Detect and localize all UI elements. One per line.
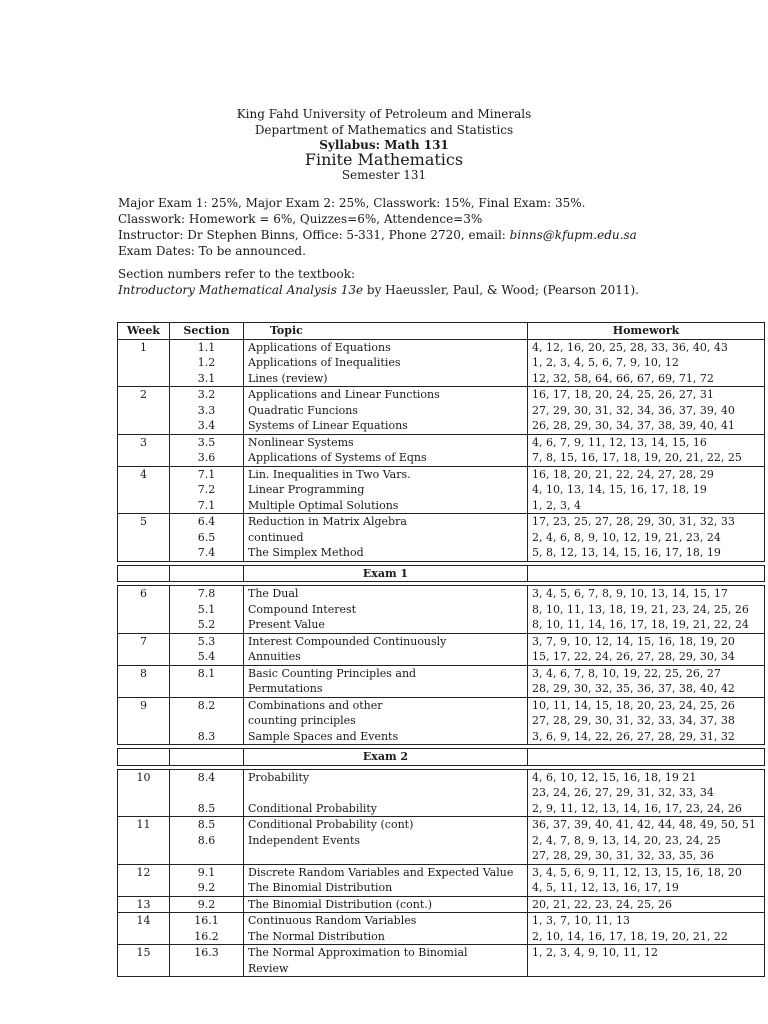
table-row	[118, 586, 765, 634]
course-title: Finite Mathematics	[304, 150, 464, 169]
homework-cell	[528, 817, 765, 865]
homework-line: 27, 28, 29, 30, 31, 32, 33, 34, 37, 38	[532, 714, 735, 727]
topic-line: Lines (review)	[248, 371, 328, 385]
section-number: 3.1	[197, 371, 216, 385]
textbook-intro: Section numbers refer to the textbook:	[118, 267, 356, 281]
section-number: 7.1	[197, 467, 216, 481]
topic-line: Multiple Optimal Solutions	[248, 498, 399, 512]
homework-line: 36, 37, 39, 40, 41, 42, 44, 48, 49, 50, 51	[532, 818, 756, 831]
homework-cell	[528, 466, 765, 514]
homework-cell	[528, 769, 765, 817]
week-cell: 5	[118, 514, 170, 562]
exam-dates-line: Exam Dates: To be announced.	[118, 244, 306, 258]
homework-cell	[528, 434, 765, 466]
section-number: 16.2	[194, 929, 219, 943]
topic-cell	[244, 665, 528, 697]
homework-line: 27, 29, 30, 31, 32, 34, 36, 37, 39, 40	[532, 403, 735, 417]
topic-line: Linear Programming	[248, 483, 365, 496]
topic-line: Applications of Inequalities	[248, 356, 401, 369]
section-number	[174, 681, 239, 697]
topic-line: The Binomial Distribution (cont.)	[248, 897, 433, 911]
homework-line: 8, 10, 11, 13, 18, 19, 21, 23, 24, 25, 26	[532, 602, 749, 616]
topic-cell	[244, 339, 528, 387]
week-cell: 13	[118, 896, 170, 913]
topic-line: Quadratic Funcions	[248, 403, 358, 417]
topic-line: Annuities	[248, 650, 301, 663]
homework-line: 20, 21, 22, 23, 24, 25, 26	[532, 897, 672, 911]
homework-line: 4, 6, 7, 9, 11, 12, 13, 14, 15, 16	[532, 435, 707, 449]
topic-cell	[244, 896, 528, 913]
topic-line: Combinations and other	[248, 698, 383, 712]
course-info	[118, 195, 758, 259]
section-cell	[170, 466, 244, 514]
section-number: 5.4	[197, 650, 216, 663]
week-cell: 11	[118, 817, 170, 865]
section-cell	[170, 586, 244, 634]
homework-line: 23, 24, 26, 27, 29, 31, 32, 33, 34	[532, 786, 714, 799]
homework-line: 3, 4, 6, 7, 8, 10, 19, 22, 25, 26, 27	[532, 666, 721, 680]
section-number: 16.3	[194, 946, 219, 959]
table-row	[118, 339, 765, 387]
exam-section-cell	[170, 565, 244, 582]
homework-line: 28, 29, 30, 32, 35, 36, 37, 38, 40, 42	[532, 682, 735, 695]
topic-cell	[244, 586, 528, 634]
homework-line: 2, 9, 11, 12, 13, 14, 16, 17, 23, 24, 26	[532, 801, 742, 815]
homework-line: 2, 4, 6, 8, 9, 10, 12, 19, 21, 23, 24	[532, 530, 721, 544]
table-row	[118, 466, 765, 514]
topic-line: Compound Interest	[248, 602, 357, 616]
week-cell: 4	[118, 466, 170, 514]
topic-line: Nonlinear Systems	[248, 435, 354, 449]
topic-cell	[244, 697, 528, 745]
week-cell: 14	[118, 913, 170, 945]
table-row	[118, 817, 765, 865]
section-number: 6.5	[197, 530, 216, 544]
homework-line: 2, 4, 7, 8, 9, 13, 14, 20, 23, 24, 25	[532, 833, 721, 847]
homework-line: 8, 10, 11, 14, 16, 17, 18, 19, 21, 22, 24	[532, 618, 749, 631]
section-cell	[170, 817, 244, 865]
homework-line: 4, 6, 10, 12, 15, 16, 18, 19 21	[532, 770, 697, 784]
section-number: 8.5	[197, 818, 216, 831]
section-number: 3.6	[197, 451, 216, 464]
homework-cell	[528, 864, 765, 896]
topic-line: Discrete Random Variables and Expected Value	[248, 865, 514, 879]
topic-line: Lin. Inequalities in Two Vars.	[248, 467, 411, 481]
instructor-text: Instructor: Dr Stephen Binns, Office: 5-331, Phone 2720, email:	[118, 228, 510, 242]
topic-line: Interest Compounded Continuously	[248, 634, 447, 648]
table-row	[118, 913, 765, 945]
table-row	[118, 769, 765, 817]
exam-week-cell	[118, 565, 170, 582]
homework-line: 5, 8, 12, 13, 14, 15, 16, 17, 18, 19	[532, 546, 721, 559]
section-number: 7.4	[197, 546, 216, 559]
exam-row	[118, 565, 765, 582]
topic-line: Continuous Random Variables	[248, 914, 417, 927]
topic-line: Reduction in Matrix Algebra	[248, 515, 407, 528]
topic-line: Systems of Linear Equations	[248, 419, 408, 432]
exam-label: Exam 2	[244, 749, 528, 766]
topic-line: Independent Events	[248, 833, 361, 847]
section-number: 7.1	[197, 498, 216, 512]
section-number: 8.5	[197, 801, 216, 815]
section-cell	[170, 769, 244, 817]
section-number: 8.2	[197, 698, 216, 712]
table-row	[118, 387, 765, 435]
homework-cell	[528, 697, 765, 745]
homework-line: 16, 17, 18, 20, 24, 25, 26, 27, 31	[532, 388, 714, 401]
topic-line: The Normal Approximation to Binomial	[248, 946, 468, 959]
section-cell	[170, 387, 244, 435]
table-row	[118, 697, 765, 745]
section-cell	[170, 697, 244, 745]
header-week: Week	[118, 323, 170, 340]
section-cell	[170, 514, 244, 562]
topic-line	[248, 785, 523, 801]
textbook-authors: by Haeussler, Paul, & Wood; (Pearson 2011).	[363, 283, 639, 297]
week-cell: 7	[118, 633, 170, 665]
table-row	[118, 633, 765, 665]
homework-cell	[528, 514, 765, 562]
homework-line: 15, 17, 22, 24, 26, 27, 28, 29, 30, 34	[532, 650, 735, 663]
exam-label: Exam 1	[244, 565, 528, 582]
exam-week-cell	[118, 749, 170, 766]
topic-cell	[244, 466, 528, 514]
topic-line: The Dual	[248, 587, 299, 600]
topic-line: The Binomial Distribution	[248, 881, 393, 894]
topic-line	[248, 848, 523, 864]
topic-cell	[244, 769, 528, 817]
section-number	[174, 785, 239, 801]
homework-cell	[528, 913, 765, 945]
table-row	[118, 864, 765, 896]
homework-line: 3, 6, 9, 14, 22, 26, 27, 28, 29, 31, 32	[532, 729, 735, 743]
week-cell: 10	[118, 769, 170, 817]
homework-line: 7, 8, 15, 16, 17, 18, 19, 20, 21, 22, 25	[532, 451, 742, 464]
topic-cell	[244, 434, 528, 466]
section-number: 7.2	[197, 483, 216, 496]
section-number: 3.5	[197, 435, 216, 449]
section-number: 7.8	[197, 587, 216, 600]
topic-line: Probability	[248, 770, 310, 784]
topic-line: counting principles	[248, 714, 356, 727]
topic-line: continued	[248, 530, 304, 544]
homework-line: 1, 2, 3, 4, 5, 6, 7, 9, 10, 12	[532, 356, 679, 369]
section-number	[174, 713, 239, 729]
section-cell	[170, 864, 244, 896]
section-number: 1.2	[197, 356, 216, 369]
instructor-line	[118, 227, 758, 243]
topic-line: Conditional Probability	[248, 801, 378, 815]
week-cell: 9	[118, 697, 170, 745]
topic-cell	[244, 864, 528, 896]
section-number: 5.1	[197, 602, 216, 616]
week-cell: 3	[118, 434, 170, 466]
department-name: Department of Mathematics and Statistics	[254, 123, 514, 137]
homework-line: 17, 23, 25, 27, 28, 29, 30, 31, 32, 33	[532, 515, 735, 528]
section-cell	[170, 339, 244, 387]
schedule-table	[117, 322, 765, 977]
topic-cell	[244, 387, 528, 435]
section-number: 9.2	[197, 897, 216, 911]
topic-line: Conditional Probability (cont)	[248, 818, 414, 831]
topic-line: Applications of Systems of Eqns	[248, 451, 427, 464]
homework-cell	[528, 665, 765, 697]
textbook-title: Introductory Mathematical Analysis 13e	[118, 283, 364, 297]
topic-line: The Simplex Method	[248, 546, 364, 559]
section-number: 9.2	[197, 881, 216, 894]
topic-line: Basic Counting Principles and	[248, 666, 417, 680]
section-cell	[170, 434, 244, 466]
week-cell: 6	[118, 586, 170, 634]
section-number: 6.4	[197, 515, 216, 528]
section-cell	[170, 665, 244, 697]
homework-line: 3, 4, 5, 6, 7, 8, 9, 10, 13, 14, 15, 17	[532, 587, 728, 600]
homework-line: 1, 2, 3, 4, 9, 10, 11, 12	[532, 946, 658, 959]
section-number: 3.4	[197, 419, 216, 432]
homework-line: 3, 4, 5, 6, 9, 11, 12, 13, 15, 16, 18, 20	[532, 865, 742, 879]
section-number: 16.1	[194, 914, 219, 927]
homework-cell	[528, 339, 765, 387]
section-number: 3.3	[197, 403, 216, 417]
textbook-line	[118, 282, 758, 298]
semester-label: Semester 131	[341, 168, 427, 182]
section-number: 8.1	[197, 666, 216, 680]
classwork-line: Classwork: Homework = 6%, Quizzes=6%, Attendence=3%	[118, 212, 483, 226]
homework-line: 10, 11, 14, 15, 18, 20, 23, 24, 25, 26	[532, 698, 735, 712]
table-row	[118, 665, 765, 697]
homework-line: 12, 32, 58, 64, 66, 67, 69, 71, 72	[532, 371, 714, 385]
section-number: 1.1	[197, 340, 216, 354]
topic-line: Review	[248, 961, 289, 975]
homework-cell	[528, 387, 765, 435]
section-number: 8.3	[197, 729, 216, 743]
section-number: 5.2	[197, 618, 216, 631]
homework-line: 1, 2, 3, 4	[532, 498, 581, 512]
homework-line: 4, 5, 11, 12, 13, 16, 17, 19	[532, 881, 679, 894]
homework-line: 4, 12, 16, 20, 25, 28, 33, 36, 40, 43	[532, 340, 728, 354]
section-number: 9.1	[197, 865, 216, 879]
week-cell: 15	[118, 945, 170, 977]
exam-homework-cell	[528, 749, 765, 766]
homework-line: 4, 10, 13, 14, 15, 16, 17, 18, 19	[532, 483, 707, 496]
section-cell	[170, 945, 244, 977]
week-cell: 12	[118, 864, 170, 896]
section-number: 8.6	[197, 833, 216, 847]
grading-line: Major Exam 1: 25%, Major Exam 2: 25%, Classwork: 15%, Final Exam: 35%.	[118, 196, 586, 210]
topic-cell	[244, 633, 528, 665]
homework-line: 16, 18, 20, 21, 22, 24, 27, 28, 29	[532, 467, 714, 481]
instructor-email[interactable]: binns@kfupm.edu.sa	[509, 228, 637, 242]
topic-line: Sample Spaces and Events	[248, 729, 399, 743]
header-homework: Homework	[528, 323, 765, 340]
topic-line: Applications and Linear Functions	[248, 388, 440, 401]
homework-line: 26, 28, 29, 30, 34, 37, 38, 39, 40, 41	[532, 419, 735, 432]
header-topic: Topic	[244, 323, 528, 340]
week-cell: 1	[118, 339, 170, 387]
topic-cell	[244, 514, 528, 562]
topic-line: Permutations	[248, 682, 323, 695]
schedule-body	[118, 339, 765, 977]
section-cell	[170, 896, 244, 913]
homework-line: 27, 28, 29, 30, 31, 32, 33, 35, 36	[532, 849, 714, 862]
syllabus-label: Syllabus: Math 131	[319, 138, 449, 152]
homework-line: 3, 7, 9, 10, 12, 14, 15, 16, 18, 19, 20	[532, 634, 735, 648]
topic-line: Present Value	[248, 618, 325, 631]
week-cell: 8	[118, 665, 170, 697]
homework-line: 2, 10, 14, 16, 17, 18, 19, 20, 21, 22	[532, 929, 728, 943]
homework-cell	[528, 633, 765, 665]
table-row	[118, 514, 765, 562]
section-cell	[170, 633, 244, 665]
homework-cell	[528, 896, 765, 913]
homework-cell	[528, 586, 765, 634]
homework-line	[532, 961, 760, 977]
table-row	[118, 434, 765, 466]
table-row	[118, 945, 765, 977]
topic-cell	[244, 945, 528, 977]
section-number: 8.4	[197, 770, 216, 784]
topic-cell	[244, 913, 528, 945]
section-number: 3.2	[197, 388, 216, 401]
homework-line: 1, 3, 7, 10, 11, 13	[532, 914, 630, 927]
section-number	[174, 961, 239, 977]
section-cell	[170, 913, 244, 945]
topic-line: The Normal Distribution	[248, 929, 385, 943]
table-row	[118, 896, 765, 913]
homework-cell	[528, 945, 765, 977]
table-header-row	[118, 323, 765, 340]
topic-line: Applications of Equations	[248, 340, 391, 354]
week-cell: 2	[118, 387, 170, 435]
topic-cell	[244, 817, 528, 865]
section-number: 5.3	[197, 634, 216, 648]
exam-row	[118, 749, 765, 766]
section-number	[174, 848, 239, 864]
header-section: Section	[170, 323, 244, 340]
textbook-info	[118, 266, 758, 298]
exam-section-cell	[170, 749, 244, 766]
exam-homework-cell	[528, 565, 765, 582]
university-name: King Fahd University of Petroleum and Minerals	[236, 107, 532, 121]
